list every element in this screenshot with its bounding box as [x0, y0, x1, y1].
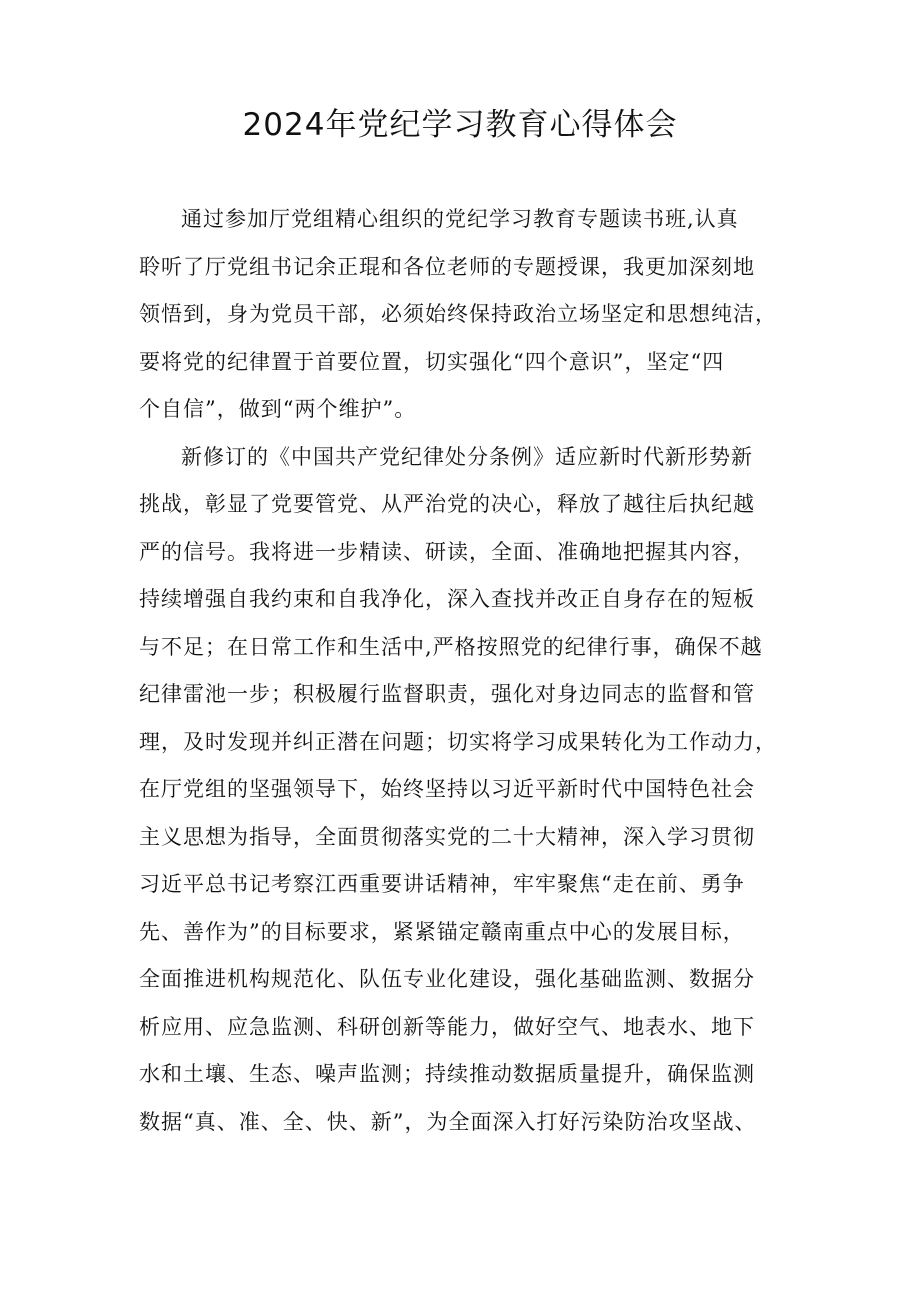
- text-line: 通过参加厅党组精心组织的党纪学习教育专题读书班,认真: [181, 207, 739, 231]
- text-line: 挑战，彰显了党要管党、从严治党的决心，释放了越往后执纪越: [139, 492, 755, 516]
- text-line: 严的信号。我将进一步精读、研读，全面、准确地把握其内容，: [139, 539, 755, 564]
- document-body: [139, 196, 785, 1146]
- text-line: 理，及时发现并纠正潜在问题；切实将学习成果转化为工作动力，: [139, 729, 777, 754]
- text-line: 聆听了厅党组书记余正琨和各位老师的专题授课，我更加深刻地: [139, 254, 755, 279]
- paragraph-1: [139, 196, 785, 434]
- text-line: 与不足；在日常工作和生活中,严格按照党的纪律行事，确保不越: [139, 634, 763, 659]
- text-line: 习近平总书记考察江西重要讲话精神，牢牢聚焦“走在前、勇争: [139, 872, 745, 896]
- text-line: 主义思想为指导，全面贯彻落实党的二十大精神，深入学习贯彻: [139, 824, 755, 849]
- text-line: 水和土壤、生态、噪声监测；持续推动数据质量提升，确保监测: [139, 1062, 755, 1086]
- text-line: 领悟到，身为党员干部，必须始终保持政治立场坚定和思想纯洁，: [139, 302, 777, 326]
- paragraph-2: [139, 434, 785, 1147]
- text-line: 新修订的《中国共产党纪律处分条例》适应新时代新形势新: [181, 444, 753, 469]
- document-title: 2024年党纪学习教育心得体会: [242, 107, 678, 143]
- text-line: 先、善作为”的目标要求，紧紧锚定赣南重点中心的发展目标，: [139, 919, 745, 944]
- text-line: 全面推进机构规范化、队伍专业化建设，强化基础监测、数据分: [139, 967, 755, 991]
- text-line: 持续增强自我约束和自我净化，深入查找并改正自身存在的短板: [139, 587, 755, 611]
- text-line: 要将党的纪律置于首要位置，切实强化“四个意识”，坚定“四: [139, 349, 725, 374]
- text-line: 纪律雷池一步；积极履行监督职责，强化对身边同志的监督和管: [139, 682, 755, 706]
- text-line: 个自信”，做到“两个维护”。: [139, 397, 417, 421]
- text-line: 析应用、应急监测、科研创新等能力，做好空气、地表水、地下: [139, 1014, 755, 1039]
- text-line: 数据“真、准、全、快、新”，为全面深入打好污染防治攻坚战、: [139, 1109, 757, 1134]
- text-line: 在厅党组的坚强领导下，始终坚持以习近平新时代中国特色社会: [139, 777, 755, 801]
